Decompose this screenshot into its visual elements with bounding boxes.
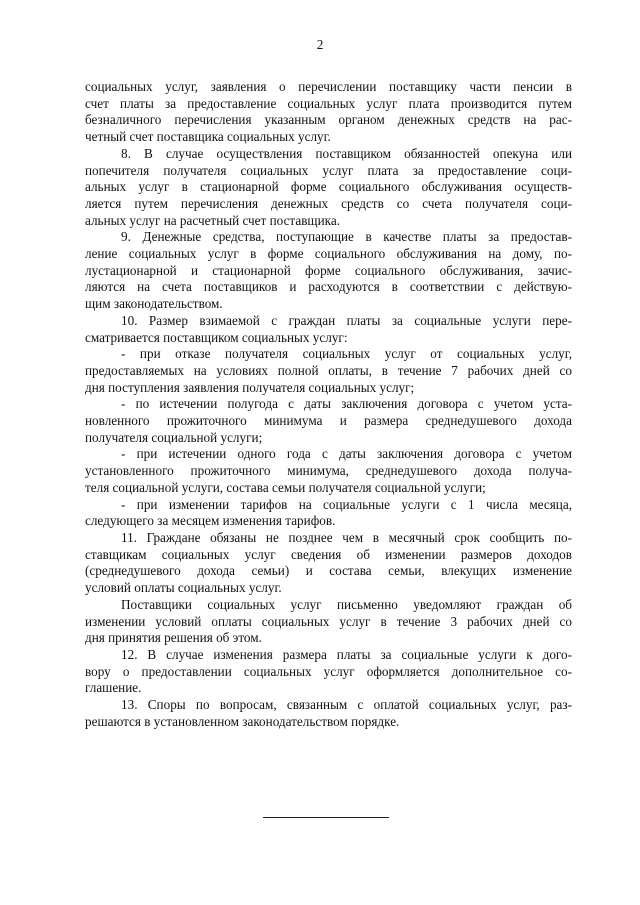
text-line: 12. В случае изменения размера платы за социальные услуги к дого- xyxy=(121,646,572,662)
text-line: 8. В случае осуществления поставщиком обязанностей опекуна или xyxy=(121,145,572,161)
text-line: попечителя получателя социальных услуг плата за предоставление соци- xyxy=(85,162,572,178)
page-number: 2 xyxy=(316,37,324,52)
text-line: ляется путем перечисления денежных средств со счета получателя соци- xyxy=(85,195,572,211)
text-line: щим законодательством. xyxy=(85,296,223,312)
text-line: дня поступления заявления получателя социальных услуг; xyxy=(85,379,415,395)
text-line: Поставщики социальных услуг письменно уведомляют граждан об xyxy=(121,596,572,612)
text-line: ляются на счета поставщиков и расходуются в соответствии с действую- xyxy=(85,279,572,295)
text-line: теля социальной услуги, состава семьи получателя социальной услуги; xyxy=(85,479,486,495)
document-body xyxy=(85,79,572,730)
text-line: 9. Денежные средства, поступающие в качестве платы за предостав- xyxy=(121,229,572,245)
text-line: - при изменении тарифов на социальные услуги с 1 числа месяца, xyxy=(121,496,572,512)
text-line: - при истечении одного года с даты заключения договора с учетом xyxy=(121,446,572,462)
text-line: глашение. xyxy=(85,680,142,696)
text-line: получателя социальной услуги; xyxy=(85,429,263,445)
text-line: социальных услуг, заявления о перечислении поставщику части пенсии в xyxy=(85,79,572,94)
text-line: - при отказе получателя социальных услуг от социальных услуг, xyxy=(121,346,572,362)
text-line: дня принятия решения об этом. xyxy=(85,630,262,646)
text-line: 13. Споры по вопросам, связанным с оплатой социальных услуг, раз- xyxy=(121,697,572,713)
text-line: альных услуг в стационарной форме социального обслуживания осуществ- xyxy=(85,179,572,195)
text-line: счет платы за предоставление социальных услуг плата производится путем xyxy=(85,95,572,111)
text-line: 11. Граждане обязаны не позднее чем в месячный срок сообщить по- xyxy=(121,529,572,545)
text-line: ставщикам социальных услуг сведения об изменении размеров доходов xyxy=(85,546,572,562)
text-line: четный счет поставщика социальных услуг. xyxy=(85,129,331,145)
text-line: решаются в установленном законодательством порядке. xyxy=(85,713,400,729)
closing-divider-line xyxy=(263,817,389,818)
text-line: (среднедушевого дохода семьи) и состава семьи, влекущих изменение xyxy=(85,563,572,579)
text-line: - по истечении полугода с даты заключения договора с учетом уста- xyxy=(121,396,572,412)
text-line: безналичного перечисления указанным органом денежных средств на рас- xyxy=(85,112,572,128)
text-line: лустационарной и стационарной форме социального обслуживания, зачис- xyxy=(85,262,572,278)
text-line: ление социальных услуг в форме социального обслуживания на дому, по- xyxy=(85,246,572,262)
text-line: предоставляемых на условиях полной оплаты, в течение 7 рабочих дней со xyxy=(85,362,572,378)
text-line: 10. Размер взимаемой с граждан платы за социальные услуги пере- xyxy=(121,312,572,328)
text-line: изменении условий оплаты социальных услуг в течение 3 рабочих дней со xyxy=(85,613,572,629)
text-line: вору о предоставлении социальных услуг оформляется дополнительное со- xyxy=(85,663,572,679)
text-line: установленного прожиточного минимума, среднедушевого дохода получа- xyxy=(85,463,572,479)
text-line: новленного прожиточного минимума и размера среднедушевого дохода xyxy=(85,413,572,429)
text-line: альных услуг на расчетный счет поставщика. xyxy=(85,212,341,228)
text-line: условий оплаты социальных услуг. xyxy=(85,580,282,596)
text-line: сматривается поставщиком социальных услуг: xyxy=(85,329,348,345)
text-line: следующего за месяцем изменения тарифов. xyxy=(85,513,336,529)
